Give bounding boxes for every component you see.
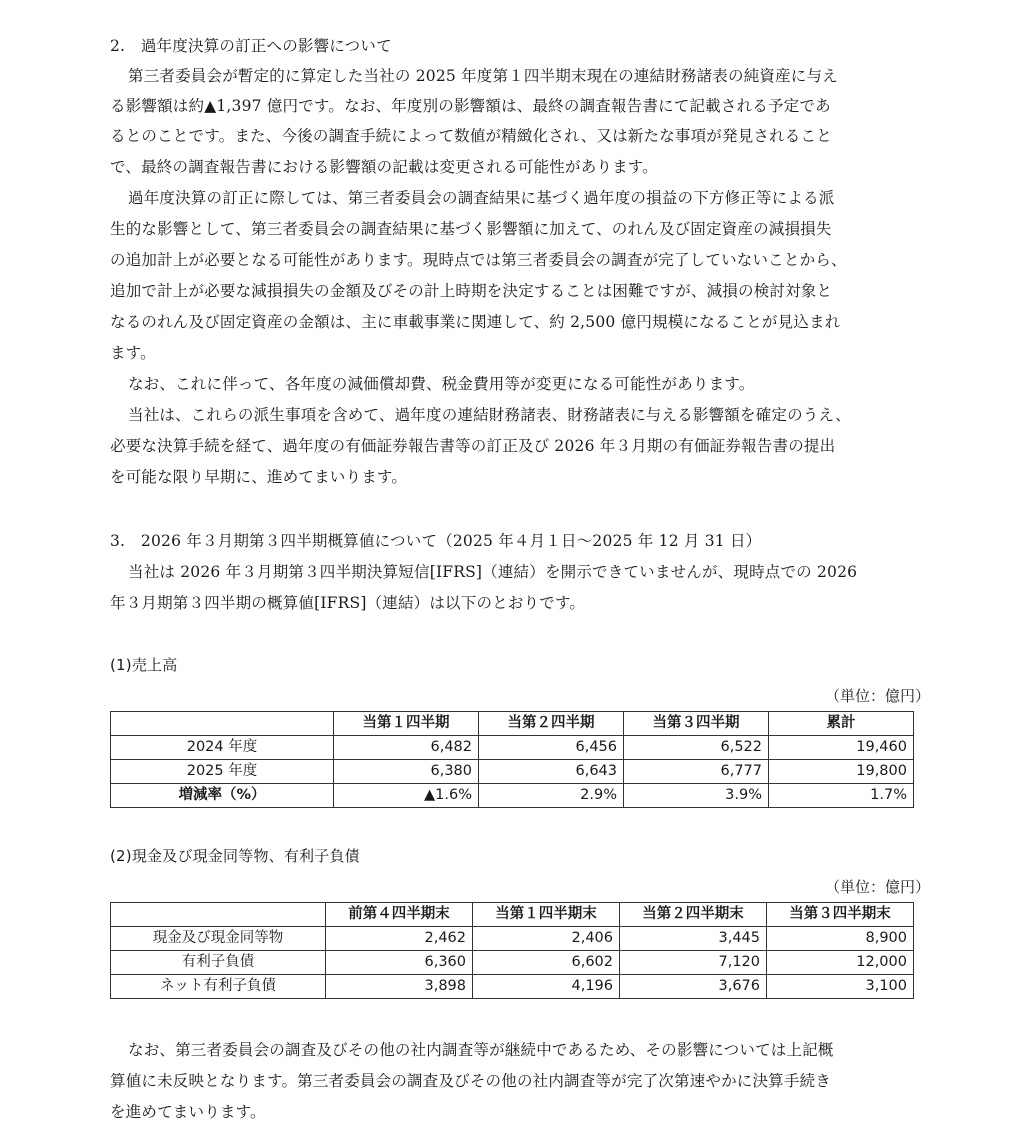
paragraph-line: で、最終の調査報告書における影響額の記載は変更される可能性があります。 (110, 158, 658, 176)
table-row (111, 760, 914, 784)
value-cell: 3,100 (767, 975, 914, 999)
table-header-row (111, 712, 914, 736)
value-cell: 3,898 (326, 975, 473, 999)
value-cell: 1.7% (769, 784, 914, 808)
table2-unit: （単位：億円） (824, 878, 930, 896)
paragraph-line: 年３月期第３四半期の概算値[IFRS]（連結）は以下のとおりです。 (110, 594, 586, 612)
value-cell: 6,456 (479, 736, 624, 760)
value-cell: 7,120 (620, 951, 767, 975)
value-cell: 6,482 (334, 736, 479, 760)
header-cell: 前第４四半期末 (326, 903, 473, 927)
paragraph-line: 当社は、これらの派生事項を含めて、過年度の連結財務諸表、財務諸表に与える影響額を確定のうえ、 (128, 406, 851, 424)
value-cell: 2,406 (473, 927, 620, 951)
table-row (111, 927, 914, 951)
row-label: 有利子負債 (111, 951, 326, 975)
value-cell: 6,360 (326, 951, 473, 975)
header-cell: 当第１四半期 (334, 712, 479, 736)
section-3-heading: 3. 2026 年３月期第３四半期概算値について（2025 年４月１日～2025 年 12 月 31 日） (110, 532, 762, 550)
paragraph-line: を進めてまいります。 (110, 1103, 266, 1121)
row-label: 2024 年度 (111, 736, 334, 760)
table-row (111, 951, 914, 975)
value-cell: 19,800 (769, 760, 914, 784)
value-cell: 2.9% (479, 784, 624, 808)
paragraph-line: ます。 (110, 344, 156, 362)
value-cell: 6,522 (624, 736, 769, 760)
table1-title: (1)売上高 (110, 656, 178, 674)
paragraph-line: るとのことです。また、今後の調査手続によって数値が精緻化され、又は新たな事項が発見されること (110, 127, 832, 145)
sales-table (110, 711, 914, 808)
value-cell: 6,777 (624, 760, 769, 784)
table-row (111, 784, 914, 808)
row-label: ネット有利子負債 (111, 975, 326, 999)
paragraph-line: 第三者委員会が暫定的に算定した当社の 2025 年度第１四半期末現在の連結財務諸表の純資産に与え (128, 67, 838, 85)
cash-debt-table (110, 902, 914, 999)
section-2-heading: 2. 過年度決算の訂正への影響について (110, 37, 392, 55)
table-row (111, 736, 914, 760)
paragraph-line: なお、これに伴って、各年度の減価償却費、税金費用等が変更になる可能性があります。 (128, 375, 755, 393)
header-cell: 累計 (769, 712, 914, 736)
value-cell: 6,380 (334, 760, 479, 784)
row-label: 現金及び現金同等物 (111, 927, 326, 951)
header-cell: 当第３四半期 (624, 712, 769, 736)
header-cell: 当第２四半期 (479, 712, 624, 736)
paragraph-line: 追加で計上が必要な減損損失の金額及びその計上時期を決定することは困難ですが、減損の検討対象と (110, 282, 833, 300)
table-row (111, 975, 914, 999)
paragraph-line: の追加計上が必要となる可能性があります。現時点では第三者委員会の調査が完了していないことから、 (110, 251, 847, 269)
header-cell (111, 712, 334, 736)
paragraph-line: 生的な影響として、第三者委員会の調査結果に基づく影響額に加えて、のれん及び固定資産の減損損失 (110, 220, 832, 238)
value-cell: ▲1.6% (334, 784, 479, 808)
value-cell: 3,676 (620, 975, 767, 999)
value-cell: 3,445 (620, 927, 767, 951)
header-cell: 当第２四半期末 (620, 903, 767, 927)
value-cell: 8,900 (767, 927, 914, 951)
paragraph-line: 算値に未反映となります。第三者委員会の調査及びその他の社内調査等が完了次第速やかに決算手続き (110, 1072, 831, 1090)
header-cell (111, 903, 326, 927)
value-cell: 19,460 (769, 736, 914, 760)
table1-unit: （単位：億円） (824, 687, 930, 705)
value-cell: 2,462 (326, 927, 473, 951)
paragraph-line: なお、第三者委員会の調査及びその他の社内調査等が継続中であるため、その影響については上記概 (128, 1041, 834, 1059)
row-label: 2025 年度 (111, 760, 334, 784)
value-cell: 12,000 (767, 951, 914, 975)
paragraph-line: 当社は 2026 年３月期第３四半期決算短信[IFRS]（連結）を開示できていませんが、現時点での 2026 (128, 563, 858, 581)
paragraph-line: 過年度決算の訂正に際しては、第三者委員会の調査結果に基づく過年度の損益の下方修正等による派 (128, 189, 835, 207)
value-cell: 6,602 (473, 951, 620, 975)
header-cell: 当第１四半期末 (473, 903, 620, 927)
value-cell: 3.9% (624, 784, 769, 808)
value-cell: 6,643 (479, 760, 624, 784)
table-header-row (111, 903, 914, 927)
table2-title: (2)現金及び現金同等物、有利子負債 (110, 847, 360, 865)
paragraph-line: る影響額は約▲1,397 億円です。なお、年度別の影響額は、最終の調査報告書にて記載される予定であ (110, 97, 831, 115)
row-label: 増減率（%） (111, 784, 334, 808)
value-cell: 4,196 (473, 975, 620, 999)
paragraph-line: 必要な決算手続を経て、過年度の有価証券報告書等の訂正及び 2026 年３月期の有価証券報告書の提出 (110, 437, 836, 455)
paragraph-line: なるのれん及び固定資産の金額は、主に車載事業に関連して、約 2,500 億円規模になることが見込まれ (110, 313, 841, 331)
header-cell: 当第３四半期末 (767, 903, 914, 927)
paragraph-line: を可能な限り早期に、進めてまいります。 (110, 468, 408, 486)
